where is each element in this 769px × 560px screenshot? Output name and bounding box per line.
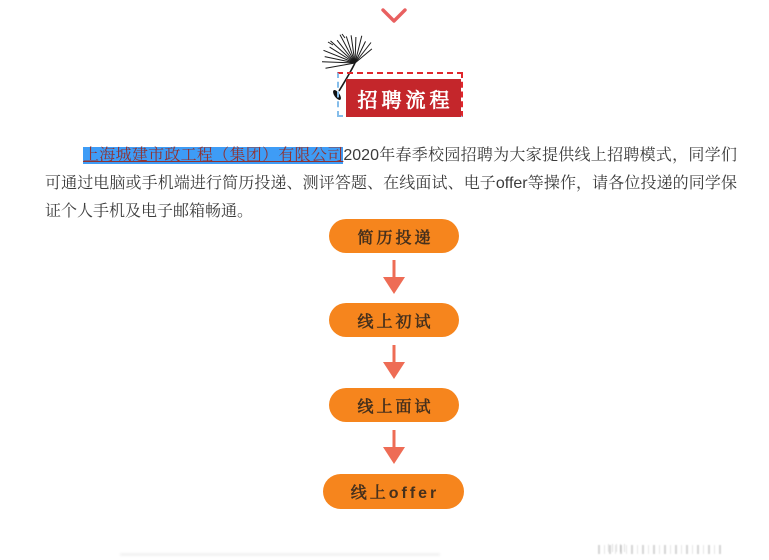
- intro-text: 2020年春季校园招聘为大家提供线上招聘模式，同学们可通过电脑或手机端进行简历投递、测评答题、在线面试、电子offer等操作，请各位投递的同学保证个人手机及电子邮箱畅通。: [45, 147, 737, 220]
- watermark-scribble: [598, 545, 723, 554]
- arrow-down-icon: [381, 428, 407, 466]
- flow-step-online-first-test: 线上初试: [329, 303, 459, 337]
- chevron-down-icon: [380, 7, 408, 27]
- arrow-down-icon: [381, 343, 407, 381]
- flow-step-online-offer: 线上offer: [323, 474, 464, 509]
- intro-paragraph: [45, 142, 737, 226]
- flow-step-resume-submission: 简历投递: [329, 219, 459, 253]
- company-name-link[interactable]: 上海城建市政工程（集团）有限公司: [83, 147, 344, 164]
- arrow-down-icon: [381, 258, 407, 296]
- section-title: 招聘流程: [346, 79, 461, 117]
- flow-step-online-interview: 线上面试: [329, 388, 459, 422]
- section-banner: [337, 72, 463, 117]
- footer-smudge: [120, 553, 440, 556]
